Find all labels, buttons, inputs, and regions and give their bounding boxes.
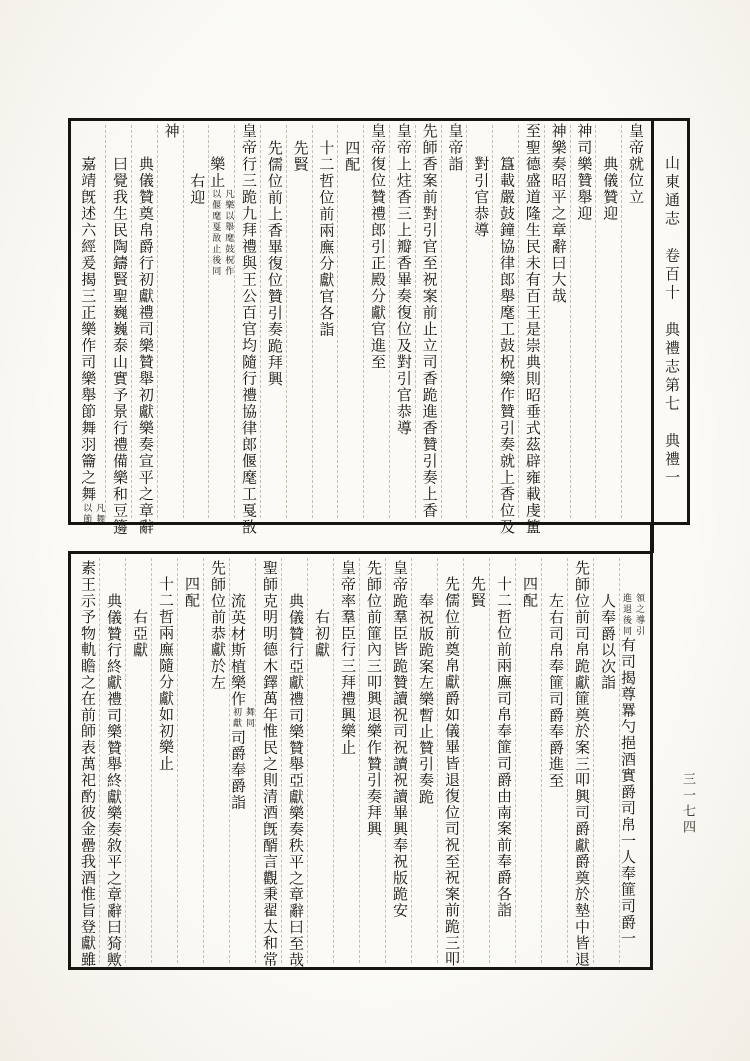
bottom-column-18 — [178, 576, 204, 609]
column-text: 典儀贊行亞獻禮司樂贊舉亞獻樂奏秩平之章辭曰至哉 — [287, 592, 303, 968]
top-column-13 — [312, 140, 338, 338]
bottom-column-17 — [204, 560, 230, 690]
column-text: 簋載嚴鼓鐘協律郎舉麾工鼓柷樂作贊引奏就上香位及 — [498, 156, 514, 536]
top-column-11 — [364, 123, 390, 371]
column-text: 先賢 — [469, 576, 485, 609]
column-text: 典儀贊奠帛爵行初獻禮司樂贊舉初獻樂奏宣平之章辭 — [136, 156, 153, 536]
column-text: 皇帝跪羣臣皆跪贊讀祝司祝讀祝讀畢興奉祝版跪安 — [391, 560, 407, 919]
bottom-column-7 — [464, 576, 490, 609]
column-text: 司爵奉爵詣 — [229, 728, 245, 811]
bottom-column-4 — [542, 593, 568, 789]
column-text: 四配 — [521, 576, 537, 609]
top-column-9 — [416, 123, 442, 519]
bottom-column-22 — [74, 560, 100, 968]
top-column-8 — [441, 123, 467, 173]
note-right-line: 凡樂以舉麾鼓柷作 — [224, 189, 235, 277]
column-text: 右亞獻 — [131, 608, 147, 658]
column-text: 人奉爵以次詣 — [599, 592, 615, 691]
column-text: 四配 — [183, 576, 199, 609]
column-text: 先賢 — [291, 139, 308, 173]
column-text: 奉祝版跪案左樂暫止贊引奏跪 — [417, 592, 433, 805]
note-right-line: 凡舞 — [95, 502, 106, 525]
column-text: 皇帝率羣臣行三拜禮興樂止 — [339, 560, 355, 756]
column-text: 十二哲位前兩廡分獻官各詣 — [317, 139, 334, 338]
column-text: 先儒位前奠帛獻爵如儀畢皆退復位司祝至祝案前跪三叩 — [443, 576, 459, 968]
column-text: 十二哲位前兩廡司帛奉篚司爵由南案前奉爵各詣 — [495, 576, 511, 919]
bottom-column-11 — [360, 560, 386, 837]
top-text-block — [68, 118, 690, 536]
bottom-column-2 — [594, 593, 620, 691]
bottom-column-10 — [386, 560, 412, 919]
column-text: 素王示予物軌瞻之在前師表萬祀酌彼金罍我酒惟旨登獻雖 — [79, 560, 95, 968]
column-text: 曰覺我生民陶鑄賢聖巍巍泰山實予景行禮備樂和豆籩 — [111, 156, 127, 536]
column-text: 至聖德盛道隆生民未有百王是崇典則昭垂式茲辟雍載虔簠 — [523, 123, 540, 536]
interlinear-small-note — [209, 189, 235, 277]
bottom-column-16 — [230, 593, 256, 811]
column-text: 十二哲兩廡隨分獻如初樂止 — [157, 576, 173, 772]
column-text: 先師香案前對引官至祝案前止立司香跪進香贊引奏上香 — [420, 123, 437, 519]
top-column-12 — [338, 140, 364, 173]
note-left-line: 初獻 — [232, 706, 242, 729]
top-column-14 — [287, 140, 313, 173]
bottom-column-14 — [282, 593, 308, 968]
note-left-line: 以節 — [82, 502, 93, 525]
column-text: 右初獻 — [313, 608, 329, 658]
column-text: 先儒位前上香畢復位贊引奏跪拜興 — [265, 139, 282, 387]
column-text: 皇帝上炷香三上瓣香畢奏復位及對引官恭導 — [394, 123, 411, 437]
bottom-column-6 — [490, 576, 516, 918]
column-text: 皇帝詣 — [446, 123, 463, 173]
top-column-22 — [80, 156, 106, 525]
column-text: 典儀贊迎 — [601, 156, 618, 222]
bottom-column-5 — [516, 576, 542, 609]
top-column-1 — [622, 123, 648, 206]
column-text: 對引官恭導 — [472, 156, 489, 239]
column-text: 神樂奏昭平之章辭曰大哉 — [549, 123, 566, 305]
bottom-column-19 — [152, 576, 178, 772]
column-text: 皇帝復位贊禮郎引正殿分獻官進至 — [369, 123, 385, 371]
interlinear-small-note — [80, 503, 106, 525]
top-column-18 — [183, 173, 209, 206]
note-left-line: 以偃麾戛敔止後同 — [211, 189, 222, 277]
column-text: 左右司帛奉篚司爵奉爵進至 — [547, 592, 563, 789]
volume-title: 山東通志 卷百十 典禮志第七 典禮一 — [663, 155, 679, 488]
top-column-21 — [106, 156, 132, 536]
top-column-6 — [493, 156, 519, 536]
column-text: 先師位前司帛跪獻篚奠於案三叩興司爵獻爵奠於墊中皆退 — [573, 560, 589, 968]
column-text: 有司揭尊羃勺挹酒實爵司帛一人奉篚司爵一 — [619, 636, 635, 947]
top-column-10 — [390, 123, 416, 437]
top-column-20 — [132, 156, 158, 536]
top-column-17 — [209, 156, 235, 277]
column-text: 樂止 — [208, 156, 225, 189]
top-column-2 — [596, 156, 622, 222]
fold-divider-line — [650, 523, 654, 553]
note-right-line: 領之導引 — [635, 592, 645, 637]
bottom-column-20 — [126, 609, 152, 658]
bottom-column-8 — [438, 576, 464, 967]
column-text: 神司樂贊舉迎 — [575, 123, 592, 222]
column-text: 流英材斯植樂作 — [229, 592, 245, 707]
top-column-7 — [467, 156, 493, 239]
interlinear-small-note — [230, 707, 256, 729]
top-column-4 — [545, 123, 571, 305]
bottom-column-9 — [412, 593, 438, 805]
column-text: 典儀贊行終獻禮司樂贊舉終獻樂奏敘平之章辭曰猗歟 — [105, 592, 121, 968]
interlinear-small-note — [620, 593, 646, 637]
top-column-15 — [261, 140, 287, 388]
column-text: 嘉靖旣述六經爰揭三正樂作司樂舉節舞羽籥之舞 — [79, 156, 96, 503]
column-text: 右迎 — [188, 172, 205, 206]
column-text: 四配 — [343, 139, 360, 173]
column-text: 皇帝行三跪九拜禮與王公百官均隨行禮協律郎偃麾工戛敔 — [240, 123, 256, 536]
column-text: 神 — [162, 123, 179, 140]
bottom-column-3 — [568, 560, 594, 968]
note-left-line: 進退後同 — [622, 592, 632, 637]
bottom-column-13 — [308, 609, 334, 658]
margin-title-strip — [651, 121, 687, 522]
column-text: 皇帝就位立 — [627, 123, 643, 206]
top-column-16 — [235, 123, 261, 536]
top-column-19 — [158, 123, 184, 140]
top-column-5 — [519, 123, 545, 536]
bottom-column-1 — [620, 593, 646, 947]
top-column-3 — [570, 123, 596, 222]
bottom-column-12 — [334, 560, 360, 756]
column-text: 先師位前篚內三叩興退樂作贊引奏拜興 — [365, 560, 381, 838]
bottom-column-15 — [256, 560, 282, 968]
note-right-line: 舞同 — [245, 706, 255, 729]
column-text: 聖師克明明德木鐸萬年惟民之則清酒旣醑言觀秉翟太和常 — [261, 560, 277, 968]
column-text: 先師位前恭獻於左 — [209, 560, 225, 691]
folio-page-number: 三一七四 — [681, 772, 696, 836]
bottom-text-block — [68, 551, 653, 970]
bottom-column-21 — [100, 593, 126, 968]
